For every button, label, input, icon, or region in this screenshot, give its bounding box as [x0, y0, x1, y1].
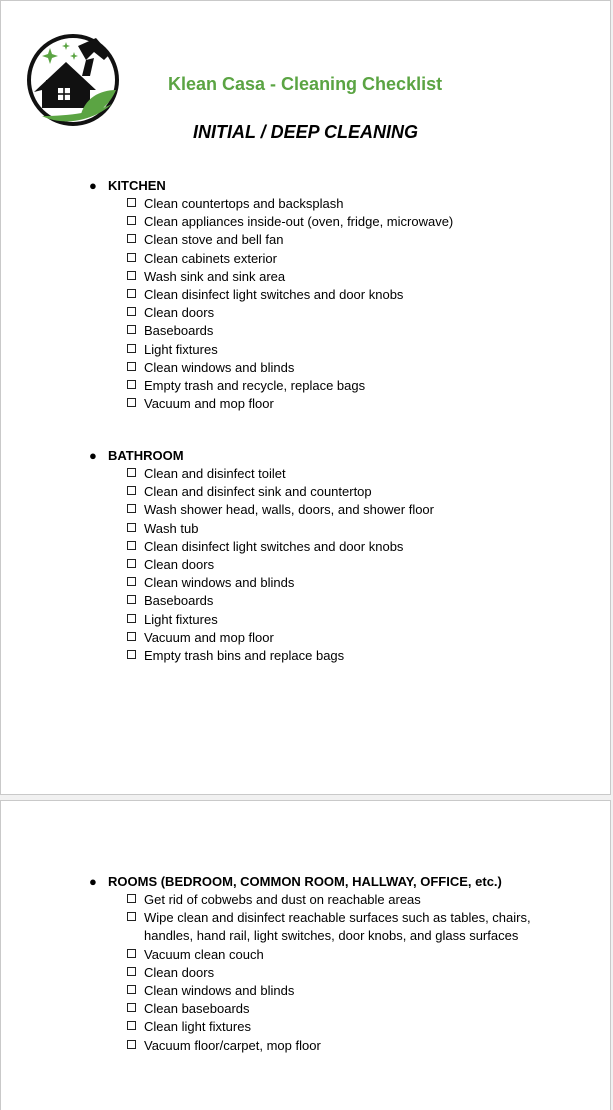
checklist-item: Clean windows and blinds	[126, 982, 549, 1000]
checkbox[interactable]	[127, 595, 136, 604]
brand-title: Klean Casa - Cleaning Checklist	[168, 74, 443, 94]
checklist-item: Vacuum clean couch	[126, 946, 549, 964]
checkbox[interactable]	[127, 949, 136, 958]
checklist-item: Wipe clean and disinfect reachable surfaces such as tables, chairs, handles, hand rail, light switches, door knobs, and glass surfaces	[126, 909, 549, 945]
checklist-item: Vacuum and mop floor	[126, 395, 549, 413]
bullet: ●	[89, 178, 97, 193]
section-title: ROOMS (BEDROOM, COMMON ROOM, HALLWAY, OFFICE, etc.)	[108, 874, 502, 889]
checkbox[interactable]	[127, 344, 136, 353]
kitchen-checklist	[89, 195, 549, 413]
checkbox[interactable]	[127, 985, 136, 994]
checklist-item: Clean and disinfect toilet	[126, 465, 549, 483]
checkbox[interactable]	[127, 325, 136, 334]
checkbox[interactable]	[127, 614, 136, 623]
checklist-item: Clean windows and blinds	[126, 574, 549, 592]
section-title: KITCHEN	[108, 178, 166, 193]
checkbox[interactable]	[127, 894, 136, 903]
kitchen-section	[89, 177, 549, 413]
klean-casa-logo	[26, 32, 122, 128]
bullet: ●	[89, 874, 97, 889]
checkbox[interactable]	[127, 967, 136, 976]
checklist-item: Clean doors	[126, 304, 549, 322]
checkbox[interactable]	[127, 271, 136, 280]
checkbox[interactable]	[127, 307, 136, 316]
bullet: ●	[89, 448, 97, 463]
checklist-item: Clean cabinets exterior	[126, 250, 549, 268]
rooms-section	[89, 873, 549, 1055]
checklist-item: Clean disinfect light switches and door knobs	[126, 538, 549, 556]
checkbox[interactable]	[127, 523, 136, 532]
checkbox[interactable]	[127, 468, 136, 477]
checkbox[interactable]	[127, 362, 136, 371]
checkbox[interactable]	[127, 1021, 136, 1030]
checklist-item: Light fixtures	[126, 611, 549, 629]
checklist-item: Clean stove and bell fan	[126, 231, 549, 249]
checklist-item: Clean countertops and backsplash	[126, 195, 549, 213]
checkbox[interactable]	[127, 380, 136, 389]
checklist-item: Clean doors	[126, 556, 549, 574]
checkbox[interactable]	[127, 289, 136, 298]
checklist-item: Vacuum and mop floor	[126, 629, 549, 647]
checklist-item: Clean doors	[126, 964, 549, 982]
checkbox[interactable]	[127, 486, 136, 495]
checkbox[interactable]	[127, 198, 136, 207]
section-title: BATHROOM	[108, 448, 184, 463]
checklist-item: Clean windows and blinds	[126, 359, 549, 377]
checkbox[interactable]	[127, 912, 136, 921]
checkbox[interactable]	[127, 541, 136, 550]
checklist-item: Baseboards	[126, 592, 549, 610]
checklist-item: Wash sink and sink area	[126, 268, 549, 286]
rooms-checklist	[89, 891, 549, 1055]
checklist-item: Wash tub	[126, 520, 549, 538]
checkbox[interactable]	[127, 1003, 136, 1012]
checklist-item: Get rid of cobwebs and dust on reachable areas	[126, 891, 549, 909]
checklist-item: Clean appliances inside-out (oven, fridge, microwave)	[126, 213, 549, 231]
checklist-item: Empty trash bins and replace bags	[126, 647, 549, 665]
checkbox[interactable]	[127, 253, 136, 262]
document-page-2	[0, 800, 611, 1110]
checklist-item: Wash shower head, walls, doors, and shower floor	[126, 501, 549, 519]
bathroom-section	[89, 447, 549, 665]
checklist-item: Clean disinfect light switches and door knobs	[126, 286, 549, 304]
checkbox[interactable]	[127, 1040, 136, 1049]
checkbox[interactable]	[127, 398, 136, 407]
checklist-item: Clean and disinfect sink and countertop	[126, 483, 549, 501]
checkbox[interactable]	[127, 577, 136, 586]
checklist-item: Light fixtures	[126, 341, 549, 359]
checkbox[interactable]	[127, 216, 136, 225]
checklist-item: Clean light fixtures	[126, 1018, 549, 1036]
checklist-item: Clean baseboards	[126, 1000, 549, 1018]
checkbox[interactable]	[127, 559, 136, 568]
checklist-item: Baseboards	[126, 322, 549, 340]
checkbox[interactable]	[127, 234, 136, 243]
bathroom-checklist	[89, 465, 549, 665]
checklist-item: Empty trash and recycle, replace bags	[126, 377, 549, 395]
page-subtitle: INITIAL / DEEP CLEANING	[193, 122, 419, 142]
checkbox[interactable]	[127, 632, 136, 641]
checkbox[interactable]	[127, 650, 136, 659]
checkbox[interactable]	[127, 504, 136, 513]
checklist-item: Vacuum floor/carpet, mop floor	[126, 1037, 549, 1055]
